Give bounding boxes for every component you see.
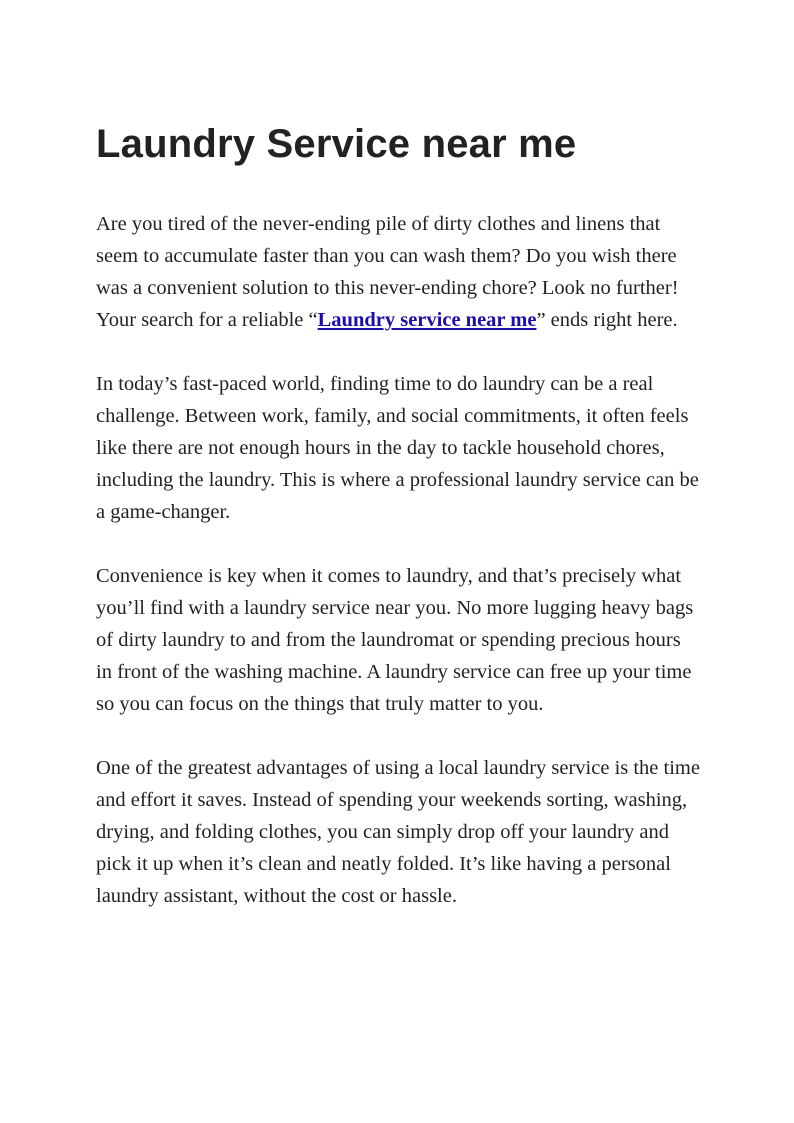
paragraph-intro — [96, 208, 700, 336]
paragraph-convenience: Convenience is key when it comes to laundry, and that’s precisely what you’ll find with a laundry service near you. No more lugging heavy bags of dirty laundry to and from the laundromat or spending precious hours in front of the washing machine. A laundry service can free up your time so you can focus on the things that truly matter to you. — [96, 565, 694, 715]
paragraph-advantages: One of the greatest advantages of using a local laundry service is the time and effort it saves. Instead of spending your weekends sorting, washing, drying, and folding clothes, you can simply drop off your laundry and pick it up when it’s clean and neatly folded. It’s like having a personal laundry assistant, without the cost or hassle. — [96, 757, 700, 907]
paragraph-intro-before: Are you tired of the never-ending pile of dirty clothes and linens that seem to accumulate faster than you can wash them? Do you wish there was a convenient solution to this never-ending chore? Look no further! Your search for a reliable “ — [96, 213, 679, 331]
page-title: Laundry Service near me — [96, 122, 577, 166]
paragraph-fast-paced: In today’s fast-paced world, finding time to do laundry can be a real challenge. Between work, family, and social commitments, it often feels like there are not enough hours in the day to tackle household chores, including the laundry. This is where a professional laundry service can be a game-changer. — [96, 373, 699, 523]
document-page — [96, 120, 700, 944]
paragraph-intro-after: ” ends right here. — [536, 309, 678, 331]
laundry-service-link[interactable]: Laundry service near me — [317, 309, 537, 331]
